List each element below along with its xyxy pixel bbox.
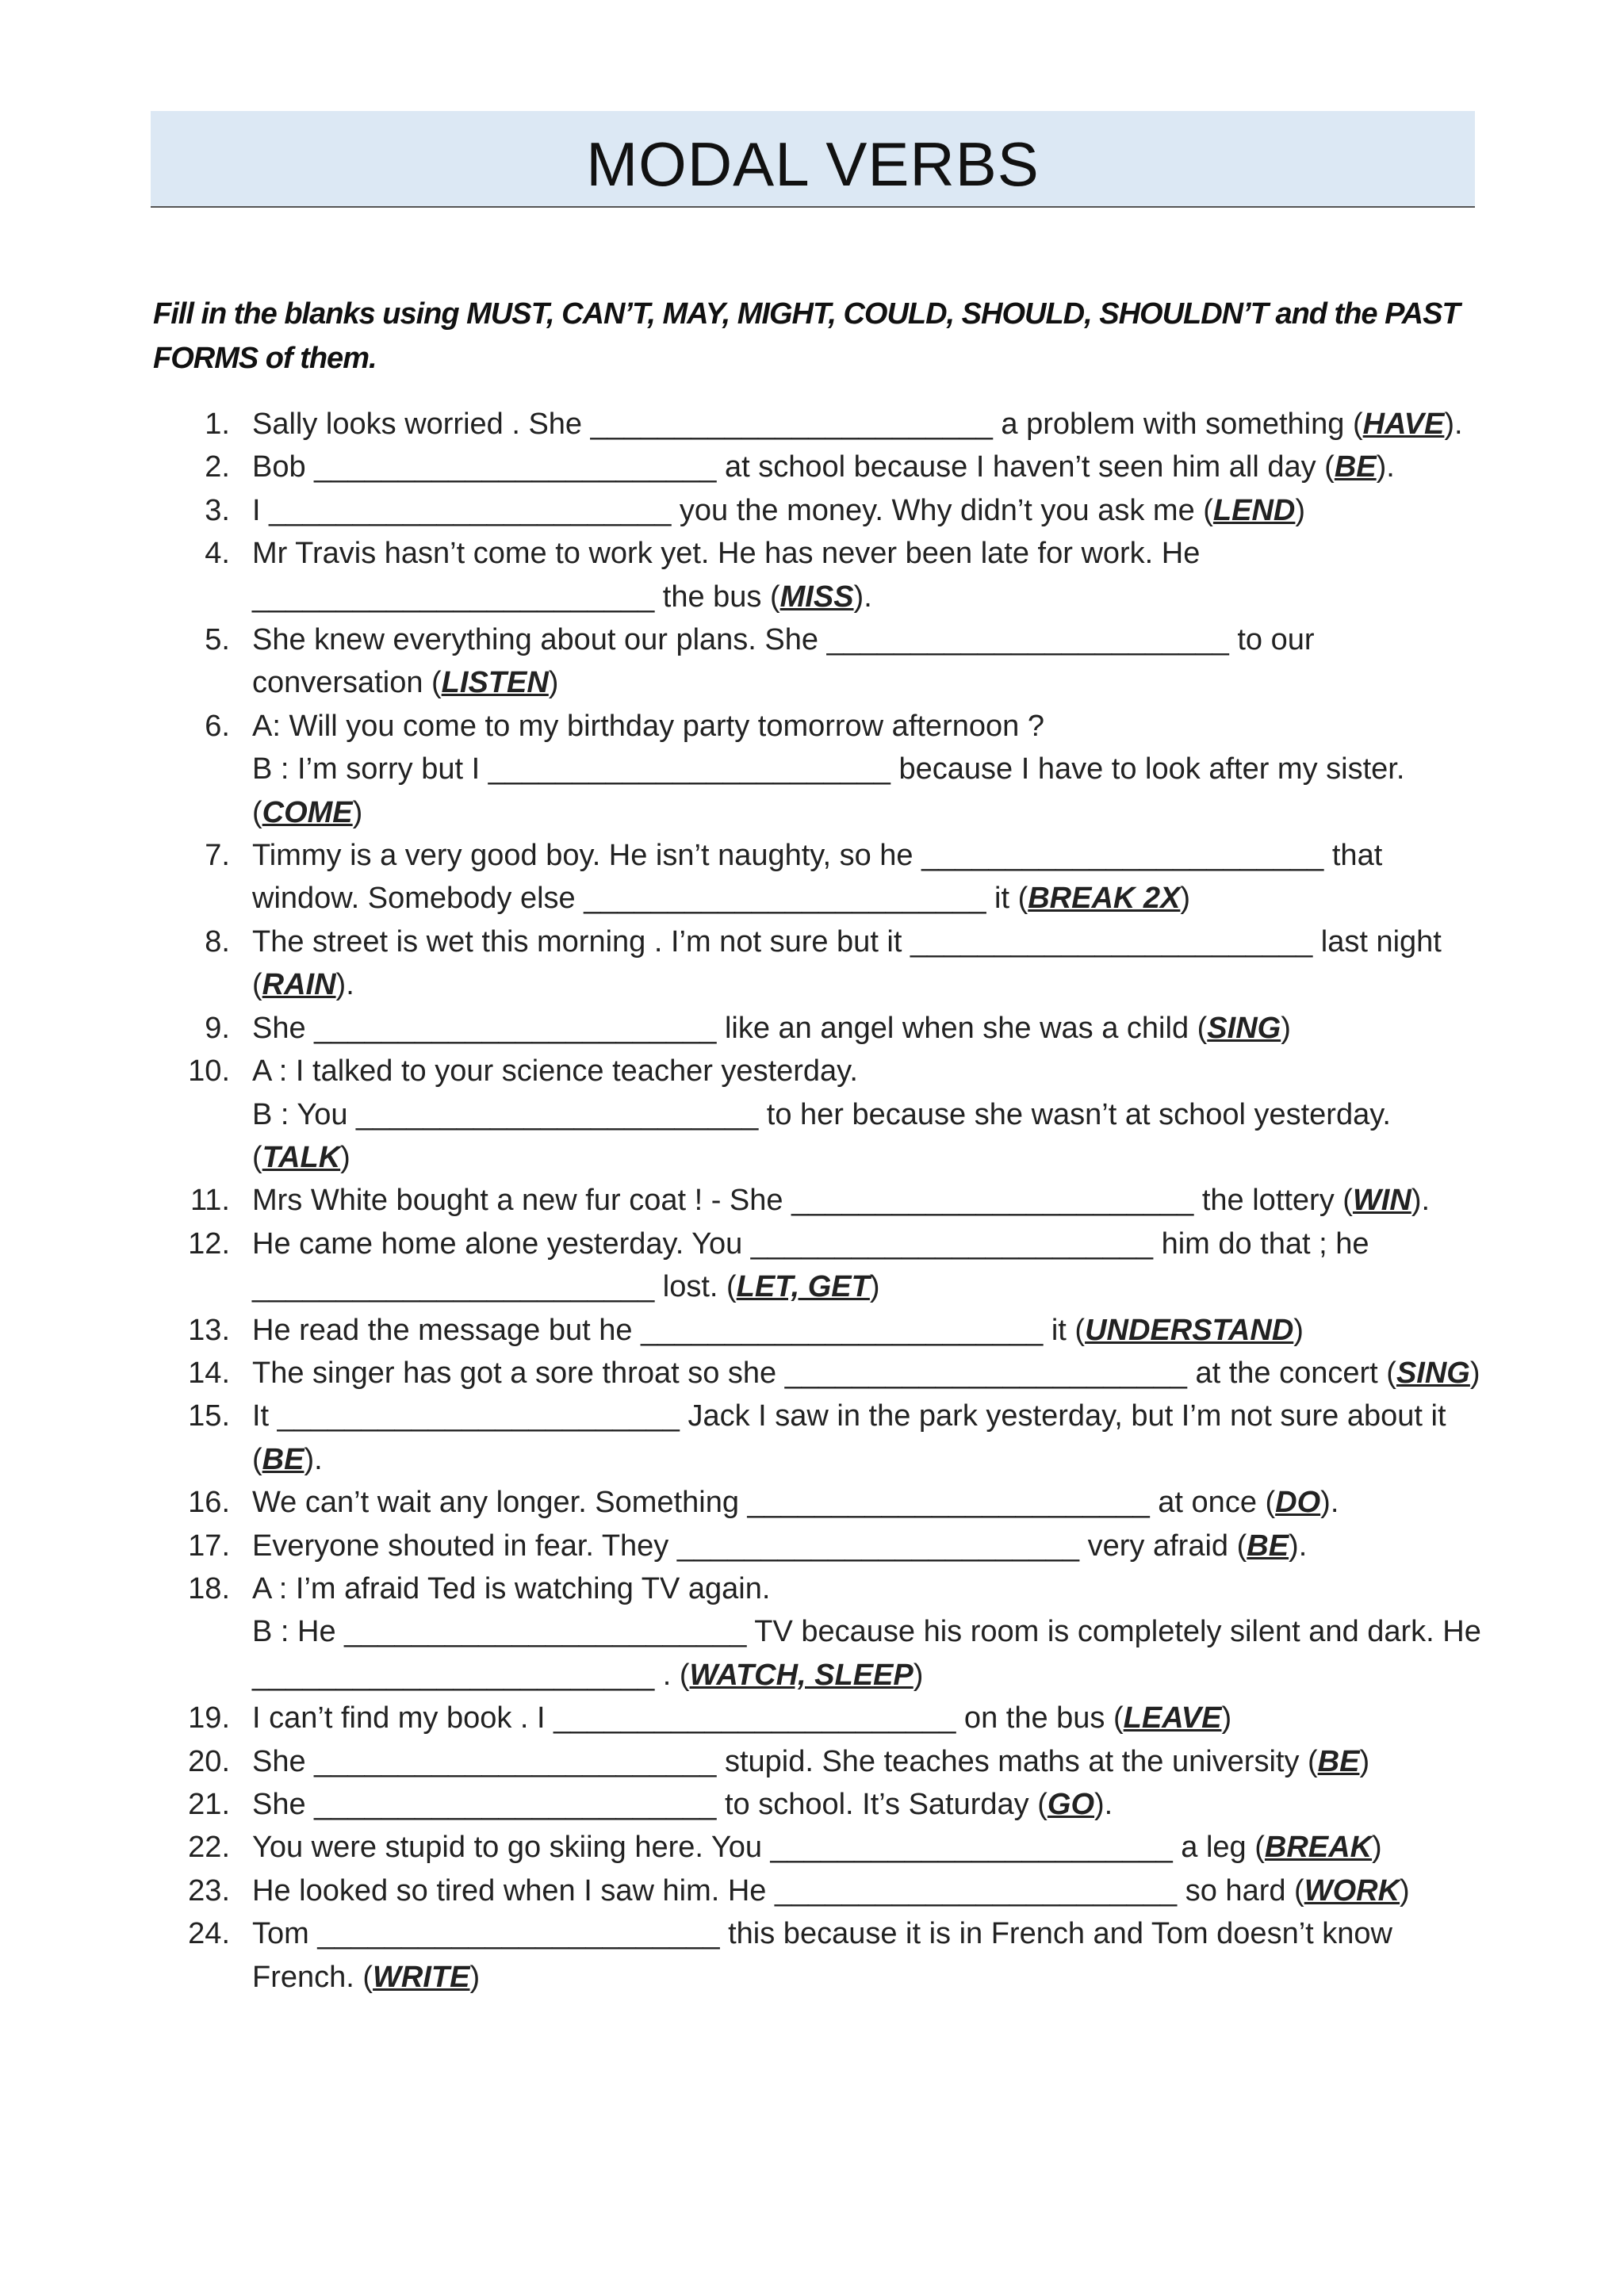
verb-hint: BE: [262, 1442, 304, 1476]
exercise-text: ): [340, 1140, 350, 1174]
exercise-item: [0, 1481, 1489, 1524]
exercise-text: ________________________ the bus (: [252, 580, 780, 614]
exercise-number: 1.: [205, 408, 230, 441]
exercise-number: 23.: [188, 1873, 230, 1908]
exercise-text: ): [1295, 493, 1306, 527]
exercise-text: ): [1359, 1744, 1370, 1778]
exercise-number: 6.: [205, 709, 230, 743]
exercise-number: 17.: [188, 1529, 230, 1563]
exercise-text: He came home alone yesterday. You ________________________ him do that ; he: [252, 1226, 1369, 1261]
exercise-item: [0, 618, 1489, 705]
exercise-line: [252, 1654, 1489, 1697]
exercise-line: [252, 1740, 1489, 1783]
exercise-line: [252, 1956, 1489, 1999]
exercise-text: (: [252, 1140, 262, 1174]
exercise-item: [0, 1869, 1489, 1912]
verb-hint: WATCH, SLEEP: [689, 1658, 914, 1692]
exercise-text: ): [548, 666, 559, 700]
exercise-text: ): [1372, 1831, 1382, 1865]
exercise-line: [252, 446, 1489, 488]
exercise-text: She ________________________ to school. It’s Saturday (: [252, 1788, 1048, 1821]
exercise-item: [0, 1352, 1489, 1395]
exercise-item: [0, 1050, 1489, 1179]
verb-hint: RAIN: [262, 968, 336, 1002]
verb-hint: LISTEN: [441, 666, 549, 700]
exercise-line: [252, 618, 1489, 661]
exercise-number: 5.: [205, 623, 230, 657]
verb-hint: DO: [1275, 1486, 1321, 1520]
exercise-number: 7.: [205, 839, 230, 873]
exercise-text: (: [252, 1442, 262, 1476]
exercise-text: You were stupid to go skiing here. You ________________________ a leg (: [252, 1831, 1265, 1865]
verb-hint: WIN: [1352, 1184, 1411, 1218]
exercise-item: [0, 489, 1489, 532]
exercise-item: [0, 403, 1489, 446]
exercise-text: It ________________________ Jack I saw in the park yesterday, but I’m not sure about it: [252, 1399, 1446, 1433]
exercise-text: ): [1469, 1356, 1480, 1390]
exercise-text: She ________________________ like an angel when she was a child (: [252, 1011, 1208, 1045]
exercise-number: 15.: [188, 1399, 230, 1433]
exercise-text: He looked so tired when I saw him. He ________________________ so hard (: [252, 1873, 1304, 1908]
exercise-item: [0, 1179, 1489, 1222]
verb-hint: MISS: [779, 580, 854, 614]
exercise-text: I can’t find my book . I ________________________ on the bus (: [252, 1701, 1124, 1735]
exercise-line: [252, 1438, 1489, 1481]
exercise-line: [252, 1007, 1489, 1050]
verb-hint: BREAK 2X: [1028, 882, 1181, 916]
verb-hint: HAVE: [1362, 408, 1445, 441]
exercise-text: ): [1400, 1873, 1410, 1908]
exercise-text: Mr Travis hasn’t come to work yet. He has never been late for work. He: [252, 537, 1201, 571]
exercise-line: [252, 1136, 1489, 1179]
verb-hint: GO: [1047, 1788, 1095, 1821]
exercise-line: [252, 963, 1489, 1006]
exercise-text: ): [1180, 882, 1191, 916]
exercise-text: (: [252, 795, 262, 829]
exercise-line: [252, 532, 1489, 575]
verb-hint: WORK: [1304, 1873, 1400, 1908]
verb-hint: LEND: [1212, 493, 1296, 527]
exercise-text: Timmy is a very good boy. He isn’t naughty, so he ________________________ that: [252, 839, 1383, 873]
exercise-text: ): [352, 795, 363, 829]
exercise-text: She knew everything about our plans. She ________________________ to our: [252, 623, 1315, 657]
exercise-text: We can’t wait any longer. Something ________________________ at once (: [252, 1486, 1276, 1520]
exercise-text: French. (: [252, 1960, 373, 1994]
verb-hint: WRITE: [373, 1960, 470, 1994]
exercise-line: [252, 1869, 1489, 1912]
exercise-text: Bob ________________________ at school because I haven’t seen him all day (: [252, 450, 1335, 484]
exercise-item: [0, 1525, 1489, 1567]
exercise-number: 4.: [205, 537, 230, 571]
exercise-line: [252, 877, 1489, 920]
exercise-number: 14.: [188, 1356, 230, 1390]
page-title: MODAL VERBS: [586, 129, 1040, 199]
exercise-text: ): [469, 1960, 481, 1994]
verb-hint: LEAVE: [1123, 1701, 1222, 1735]
exercise-line: [252, 705, 1489, 748]
exercise-text: ).: [304, 1442, 323, 1476]
exercise-item: [0, 1826, 1489, 1869]
exercise-line: [252, 1050, 1489, 1093]
exercise-line: [252, 1912, 1489, 1955]
exercise-text: B : He ________________________ TV because his room is completely silent and dark. He: [252, 1615, 1481, 1649]
exercise-number: 24.: [188, 1917, 230, 1951]
exercise-number: 3.: [205, 493, 230, 527]
verb-hint: BE: [1247, 1529, 1289, 1563]
exercise-text: Sally looks worried . She ________________________ a problem with something (: [252, 408, 1363, 441]
exercise-line: [252, 1265, 1489, 1308]
exercise-item: [0, 1740, 1489, 1783]
exercise-text: (: [252, 968, 262, 1002]
exercise-text: B : You ________________________ to her because she wasn’t at school yesterday.: [252, 1097, 1391, 1131]
exercise-text: ).: [335, 968, 354, 1002]
verb-hint: TALK: [262, 1140, 341, 1174]
exercise-item: [0, 1223, 1489, 1309]
exercise-number: 11.: [190, 1184, 230, 1218]
exercise-text: A: Will you come to my birthday party tomorrow afternoon ?: [252, 709, 1044, 743]
exercise-line: [252, 834, 1489, 877]
exercise-line: [252, 576, 1489, 618]
exercise-line: [252, 920, 1489, 963]
exercise-line: [252, 1395, 1489, 1437]
exercise-text: ): [1281, 1011, 1291, 1045]
exercise-line: [252, 1783, 1489, 1826]
exercise-line: [252, 748, 1489, 790]
exercise-text: I ________________________ you the money. Why didn’t you ask me (: [252, 493, 1213, 527]
exercise-line: [252, 1223, 1489, 1265]
verb-hint: UNDERSTAND: [1085, 1313, 1294, 1347]
exercise-number: 18.: [188, 1571, 230, 1605]
exercise-line: [252, 403, 1489, 446]
exercise-text: window. Somebody else ________________________ it (: [252, 882, 1028, 916]
exercise-number: 16.: [188, 1486, 230, 1520]
exercise-text: ): [869, 1270, 880, 1304]
exercise-line: [252, 1309, 1489, 1352]
exercise-text: Everyone shouted in fear. They ________________________ very afraid (: [252, 1529, 1247, 1563]
exercise-line: [252, 1481, 1489, 1524]
exercise-text: ).: [1320, 1486, 1339, 1520]
exercise-item: [0, 1567, 1489, 1697]
title-band: [151, 111, 1475, 208]
exercise-list: [0, 403, 1624, 1999]
exercise-text: ).: [853, 580, 872, 614]
exercise-text: She ________________________ stupid. She teaches maths at the university (: [252, 1744, 1318, 1778]
exercise-line: [252, 661, 1489, 704]
exercise-text: ): [1293, 1313, 1304, 1347]
exercise-line: [252, 1567, 1489, 1610]
exercise-text: ): [1221, 1701, 1232, 1735]
exercise-item: [0, 920, 1489, 1007]
exercise-number: 12.: [188, 1226, 230, 1261]
verb-hint: COME: [262, 795, 353, 829]
exercise-line: [252, 1525, 1489, 1567]
exercise-text: ).: [1376, 450, 1395, 484]
exercise-text: ).: [1094, 1788, 1113, 1821]
verb-hint: SING: [1396, 1356, 1470, 1390]
exercise-number: 10.: [188, 1054, 230, 1089]
exercise-number: 13.: [188, 1313, 230, 1347]
exercise-item: [0, 446, 1489, 488]
exercise-number: 19.: [188, 1701, 230, 1735]
exercise-number: 21.: [188, 1788, 230, 1821]
exercise-text: ________________________ . (: [252, 1658, 690, 1692]
exercise-line: [252, 791, 1489, 834]
verb-hint: SING: [1207, 1011, 1281, 1045]
exercise-item: [0, 1007, 1489, 1050]
verb-hint: BE: [1334, 450, 1377, 484]
exercise-item: [0, 1309, 1489, 1352]
exercise-text: ).: [1444, 408, 1463, 441]
exercise-item: [0, 1697, 1489, 1739]
exercise-item: [0, 1783, 1489, 1826]
verb-hint: LET, GET: [736, 1270, 870, 1304]
exercise-text: ).: [1411, 1184, 1431, 1218]
exercise-text: Mrs White bought a new fur coat ! - She ________________________ the lottery (: [252, 1184, 1353, 1218]
exercise-item: [0, 705, 1489, 834]
exercise-item: [0, 1395, 1489, 1481]
exercise-item: [0, 834, 1489, 920]
exercise-text: Tom ________________________ this because it is in French and Tom doesn’t know: [252, 1917, 1392, 1951]
exercise-text: ).: [1289, 1529, 1308, 1563]
exercise-line: [252, 1826, 1489, 1869]
exercise-text: ): [913, 1658, 924, 1692]
verb-hint: BE: [1317, 1744, 1360, 1778]
exercise-line: [252, 1093, 1489, 1136]
exercise-number: 2.: [205, 450, 230, 484]
exercise-text: A : I talked to your science teacher yesterday.: [252, 1054, 858, 1089]
exercise-number: 20.: [188, 1744, 230, 1778]
exercise-line: [252, 489, 1489, 532]
exercise-line: [252, 1179, 1489, 1222]
exercise-text: conversation (: [252, 666, 442, 700]
exercise-number: 8.: [205, 924, 230, 959]
exercise-text: He read the message but he ________________________ it (: [252, 1313, 1086, 1347]
exercise-text: The singer has got a sore throat so she ________________________ at the concert (: [252, 1356, 1396, 1390]
exercise-text: ________________________ lost. (: [252, 1270, 737, 1304]
instructions: Fill in the blanks using MUST, CAN’T, MAY, MIGHT, COULD, SHOULD, SHOULDN’T and the PAST FORMS of them.: [153, 297, 1460, 375]
exercise-line: [252, 1697, 1489, 1739]
exercise-item: [0, 1912, 1489, 1999]
exercise-text: B : I’m sorry but I ________________________ because I have to look after my sister.: [252, 752, 1405, 786]
exercise-line: [252, 1610, 1489, 1653]
exercise-text: The street is wet this morning . I’m not sure but it ________________________ last night: [252, 924, 1442, 959]
exercise-number: 9.: [205, 1011, 230, 1045]
exercise-number: 22.: [188, 1831, 230, 1865]
exercise-item: [0, 532, 1489, 618]
exercise-text: A : I’m afraid Ted is watching TV again.: [252, 1571, 771, 1605]
exercise-line: [252, 1352, 1489, 1395]
verb-hint: BREAK: [1264, 1831, 1373, 1865]
